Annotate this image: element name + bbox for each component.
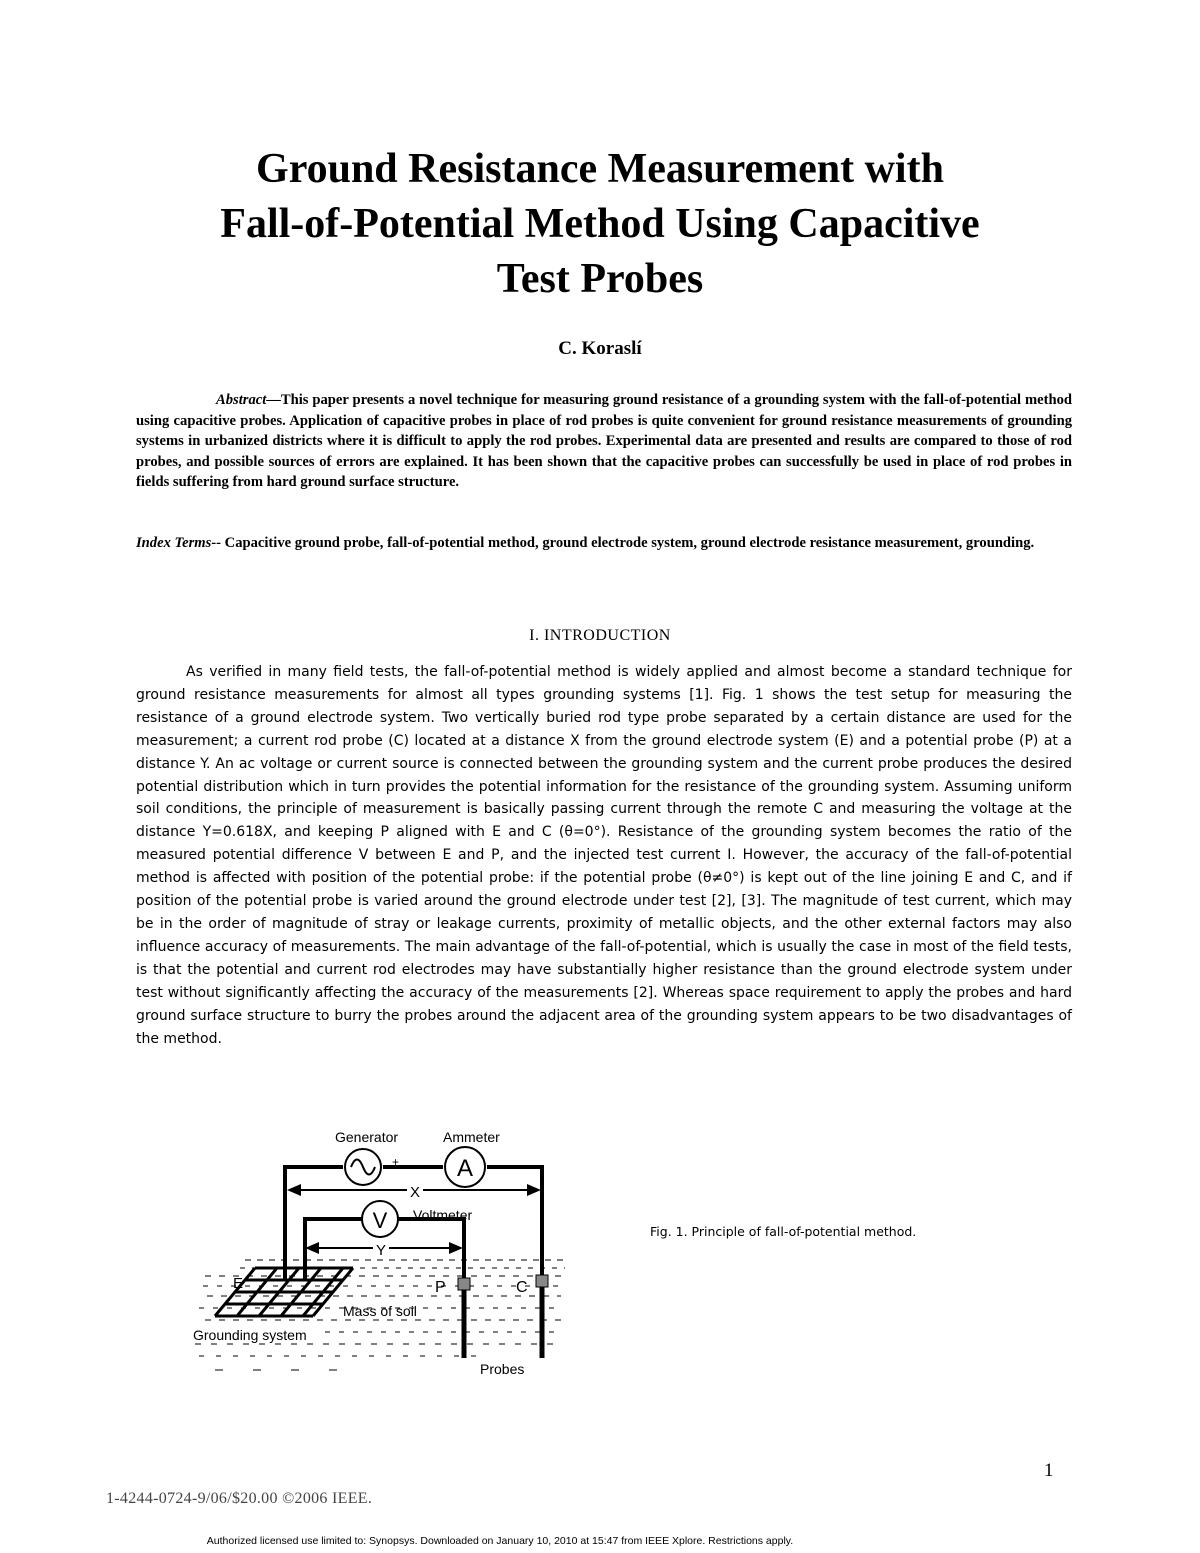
abstract (136, 390, 1072, 493)
section-heading: I. INTRODUCTION (529, 627, 671, 644)
figure-1 (185, 1120, 585, 1380)
index-terms-text: -- Capacitive ground probe, fall-of-potential method, ground electrode system, ground electrode resistance measurement, grounding. (211, 535, 1035, 551)
ammeter-symbol: A (456, 1155, 474, 1182)
author: C. Koraslí (558, 338, 642, 359)
generator-label: Generator (335, 1129, 399, 1145)
title-line: Fall-of-Potential Method Using Capacitive (220, 201, 980, 247)
abstract-lead: Abstract (216, 392, 267, 408)
current-probe (536, 1275, 548, 1358)
voltmeter-symbol: V (372, 1208, 388, 1233)
x-distance-label: X (409, 1184, 421, 1201)
copyright-notice: 1-4244-0724-9/06/$20.00 ©2006 IEEE. (106, 1490, 373, 1507)
index-terms-lead: Index Terms (136, 535, 212, 551)
abstract-text: —This paper presents a novel technique for measuring ground resistance of a grounding system with the fall-of-potential method using capacitive probes. Application of capacitive probes in place of rod probes is quite convenient for ground resistance measurements of grounding systems in urbanized districts where it is difficult to apply the rod probes. Experimental data are presented and results are compared to those of rod probes, and possible sources of errors are explained. It has been shown that the capacitive probes can successfully be used in place of rod probes in fields suffering from hard ground surface structure. (136, 392, 1072, 491)
probe-p-label: P (435, 1279, 446, 1296)
page-number: 1 (1044, 1460, 1054, 1481)
electrode-e-label: E (233, 1275, 244, 1292)
index-terms (136, 533, 1072, 554)
y-distance-label: Y (375, 1242, 387, 1259)
potential-probe (458, 1278, 470, 1358)
ammeter-label: Ammeter (443, 1129, 500, 1145)
figure-caption: Fig. 1. Principle of fall-of-potential method. (650, 1224, 917, 1239)
generator-icon (345, 1149, 381, 1185)
voltmeter-label: Voltmeter (413, 1207, 473, 1223)
probe-c-label: C (516, 1279, 528, 1296)
paper-title (100, 142, 1100, 307)
mass-of-soil-label: Mass of soil (343, 1303, 417, 1319)
generator-plus: + (392, 1155, 400, 1169)
grounding-system-label: Grounding system (193, 1327, 307, 1343)
title-line: Test Probes (496, 256, 704, 302)
intro-paragraph: As verified in many field tests, the fall-of-potential method is widely applied and almost become a standard technique for ground resistance measurements for almost all types grounding systems [1]. Fig. 1 shows the test setup for measuring the resistance of a ground electrode system. Two vertically buried rod type probe separated by a certain distance are used for the measurement; a current rod probe (C) located at a distance X from the ground electrode system (E) and a potential probe (P) at a distance Y. An ac voltage or current source is connected between the grounding system and the current probe produces the desired potential distribution which in turn provides the potential information for the resistance of the grounding system. Assuming uniform soil conditions, the principle of measurement is basically passing current through the remote C and measuring the voltage at the distance Y=0.618X, and keeping P aligned with E and C (θ=0°). Resistance of the grounding system becomes the ratio of the measured potential difference V between E and P, and the injected test current I. However, the accuracy of the fall-of-potential method is affected with position of the potential probe: if the potential probe (θ≠0°) is kept out of the line joining E and C, and if position of the potential probe is varied around the ground electrode under test [2], [3]. The magnitude of test current, which may be in the order of magnitude of stray or leakage currents, proximity of metallic objects, and the other external factors may also influence accuracy of measurements. The main advantage of the fall-of-potential, which is usually the case in most of the field tests, is that the potential and current rod electrodes may have substantially higher resistance than the ground electrode system under test without significantly affecting the accuracy of the measurements [2]. Whereas space requirement to apply the probes and hard ground surface structure to burry the probes around the adjacent area of the grounding system appears to be two disadvantages of the method. (136, 664, 1072, 1047)
fall-of-potential-diagram (185, 1120, 585, 1380)
probes-label: Probes (480, 1361, 525, 1377)
title-line: Ground Resistance Measurement with (256, 146, 944, 192)
license-notice: Authorized licensed use limited to: Synopsys. Downloaded on January 10, 2010 at 15:47 from IEEE Xplore. Restrictions apply. (206, 1535, 794, 1547)
